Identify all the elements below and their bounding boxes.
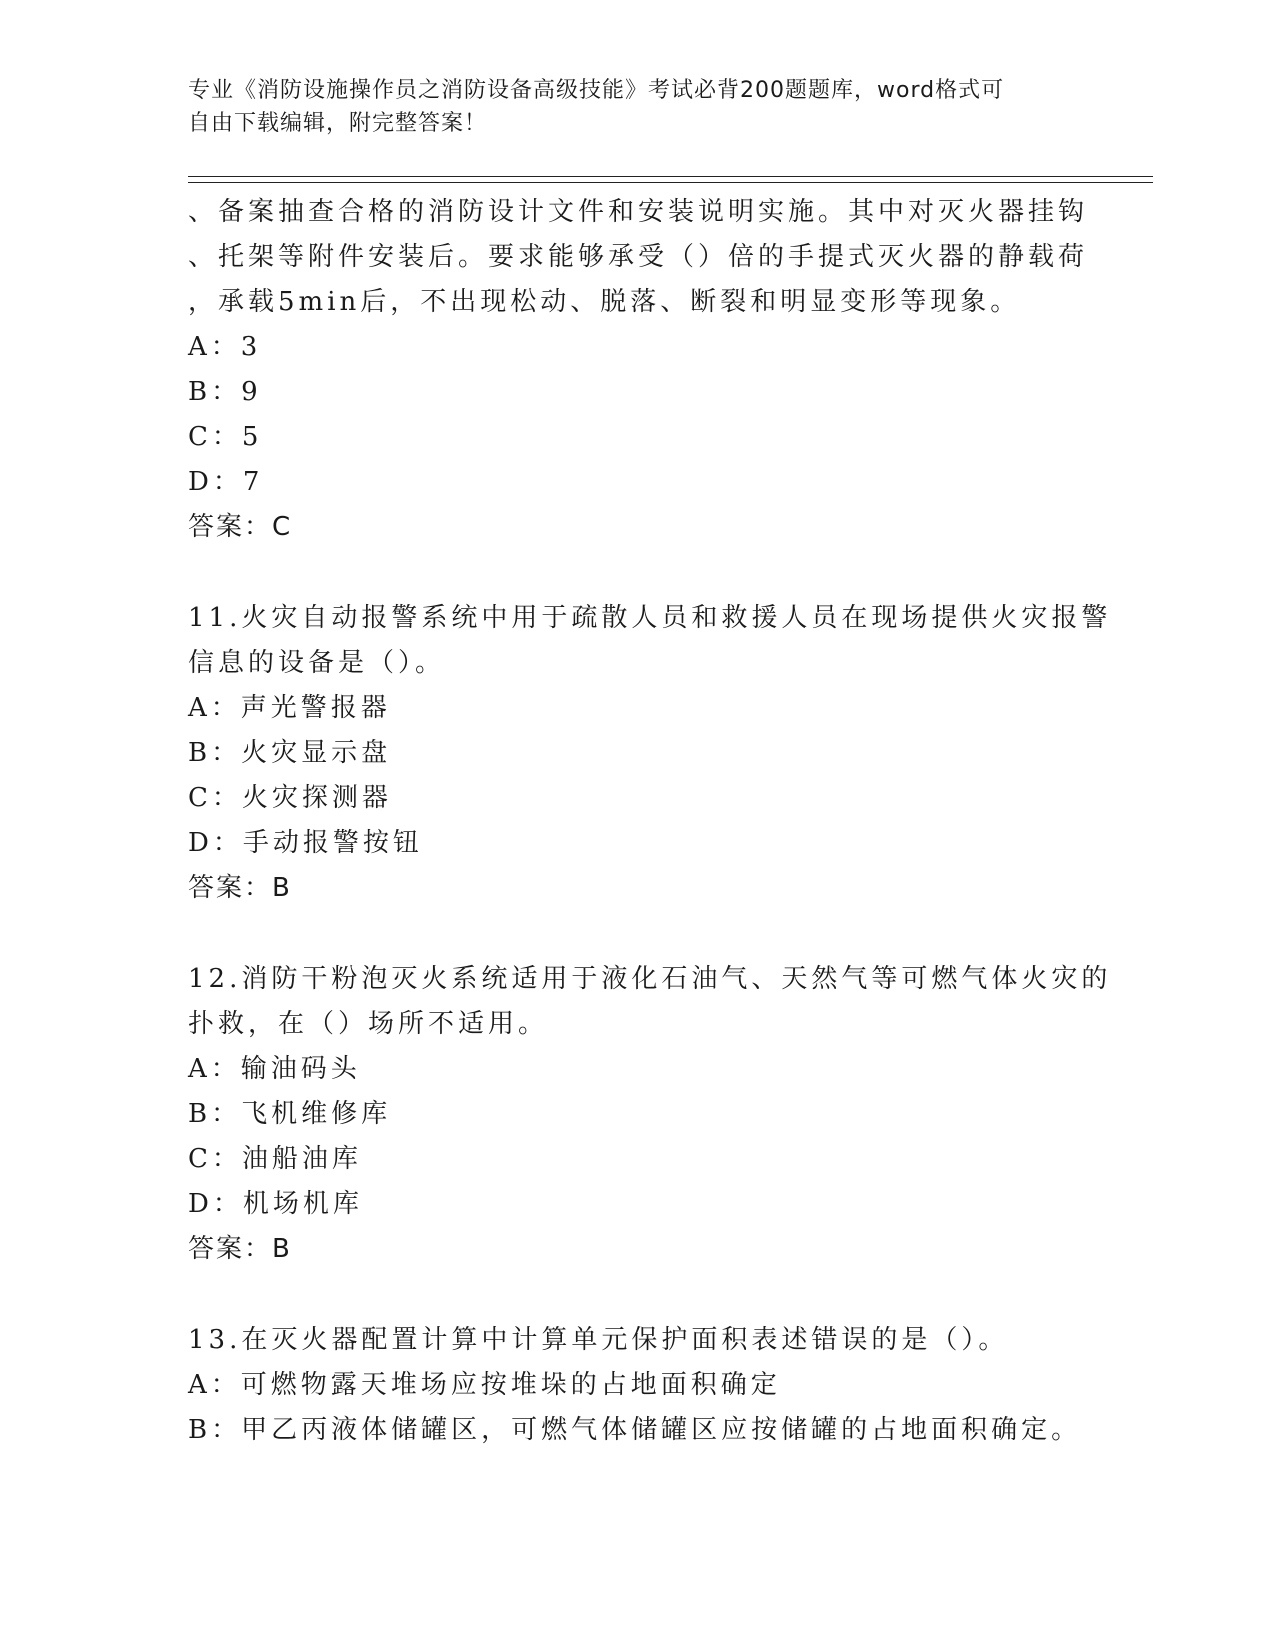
spacer	[188, 1272, 1148, 1318]
header-rule-top	[188, 176, 1153, 177]
question-text-line: 12.消防干粉泡灭火系统适用于液化石油气、天然气等可燃气体火灾的	[188, 964, 1112, 994]
answer: 答案：B	[188, 1234, 292, 1264]
answer: 答案：B	[188, 873, 292, 903]
question-text-line: 信息的设备是（）。	[188, 648, 446, 678]
option-d: D：机场机库	[188, 1189, 363, 1219]
question-text-line: 、托架等附件安装后。要求能够承受（）倍的手提式灭火器的静载荷	[188, 242, 1089, 272]
question-text-line: ，承载5min后，不出现松动、脱落、断裂和明显变形等现象。	[188, 287, 1021, 317]
spacer	[188, 550, 1148, 596]
question-text-line: 扑救，在（）场所不适用。	[188, 1009, 549, 1039]
option-a: A：3	[188, 332, 262, 362]
option-a: A：声光警报器	[188, 693, 391, 723]
document-body	[188, 190, 1148, 1453]
option-d: D：7	[188, 467, 264, 497]
question-11	[188, 596, 1148, 911]
option-b: B：甲乙丙液体储罐区，可燃气体储罐区应按储罐的占地面积确定。	[188, 1415, 1082, 1445]
option-a: A：输油码头	[188, 1054, 361, 1084]
option-b: B：飞机维修库	[188, 1099, 392, 1129]
question-text-line: 11.火灾自动报警系统中用于疏散人员和救援人员在现场提供火灾报警	[188, 603, 1112, 633]
spacer	[188, 911, 1148, 957]
header-line-1: 专业《消防设施操作员之消防设备高级技能》考试必背200题题库，word格式可	[188, 78, 1005, 103]
option-c: C：油船油库	[188, 1144, 362, 1174]
option-c: C：5	[188, 422, 263, 452]
header-rule-bottom	[188, 182, 1153, 183]
header-line-2: 自由下载编辑，附完整答案！	[188, 111, 488, 136]
answer: 答案：C	[188, 512, 293, 542]
option-c: C：火灾探测器	[188, 783, 392, 813]
option-d: D：手动报警按钮	[188, 828, 423, 858]
question-text-line: 、备案抽查合格的消防设计文件和安装说明实施。其中对灭火器挂钩	[188, 197, 1089, 227]
question-text-line: 13.在灭火器配置计算中计算单元保护面积表述错误的是（）。	[188, 1325, 1009, 1355]
option-b: B：9	[188, 377, 262, 407]
document-header	[188, 74, 1088, 140]
question-13	[188, 1318, 1148, 1453]
question-10	[188, 190, 1148, 550]
option-b: B：火灾显示盘	[188, 738, 392, 768]
option-a: A：可燃物露天堆场应按堆垛的占地面积确定	[188, 1370, 781, 1400]
question-12	[188, 957, 1148, 1272]
